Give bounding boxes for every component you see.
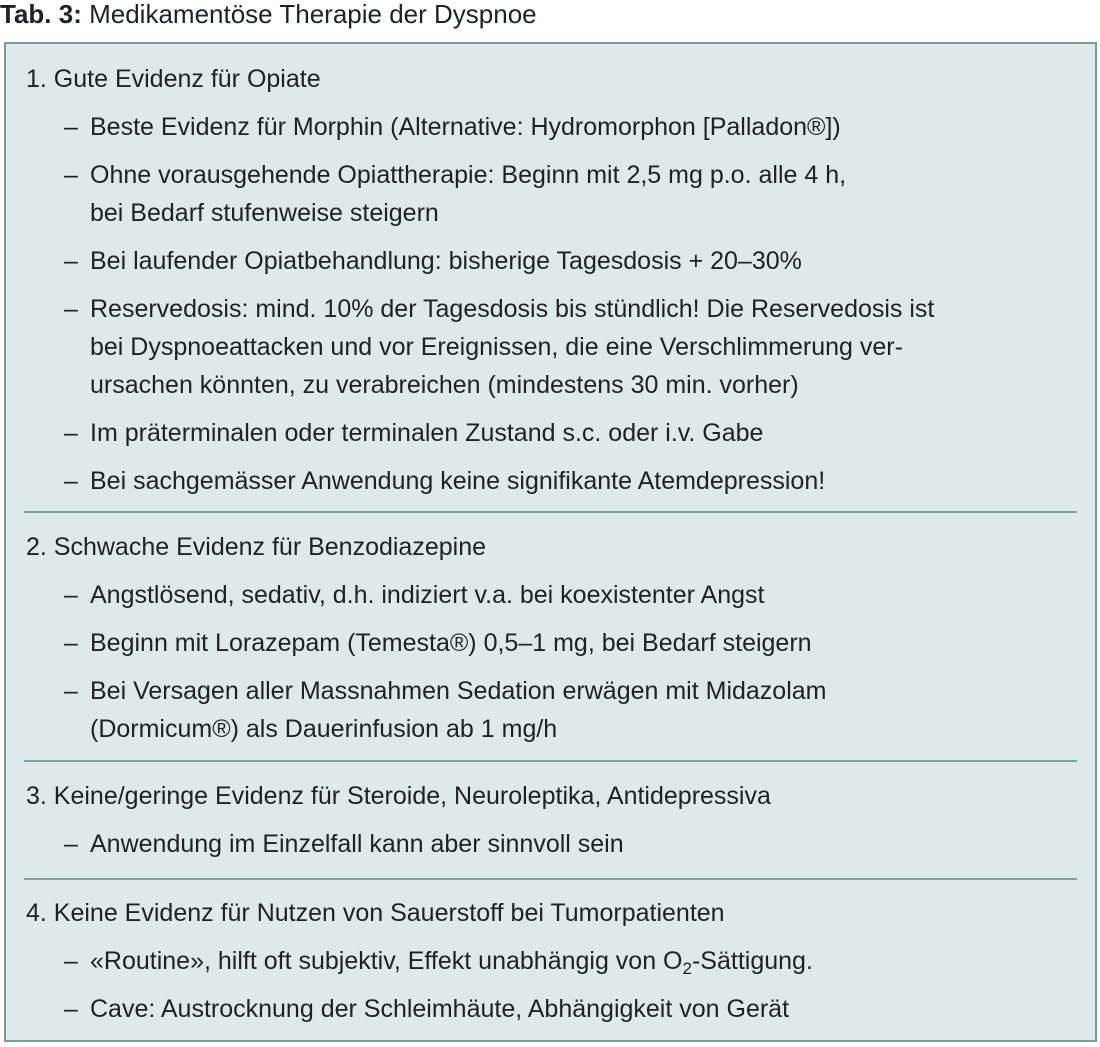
list-item: – «Routine», hilft oft subjektiv, Effekt unabhängig von $O_2$-Sättigung.	[64, 947, 813, 978]
section-heading-3: 3. Keine/geringe Evidenz für Steroide, Neuroleptika, Antidepressiva	[26, 782, 771, 810]
list-item-continuation: bei Bedarf stufenweise steigern	[90, 199, 439, 227]
therapy-table-box	[4, 42, 1097, 1042]
list-item: – Bei Versagen aller Massnahmen Sedation erwägen mit Midazolam	[64, 677, 827, 705]
section-heading-4: 4. Keine Evidenz für Nutzen von Sauerstoff bei Tumorpatienten	[26, 899, 725, 927]
list-item: – Reservedosis: mind. 10% der Tagesdosis bis stündlich! Die Reservedosis ist	[64, 295, 935, 323]
list-item: – Cave: Austrocknung der Schleimhäute, Abhängigkeit von Gerät	[64, 995, 790, 1023]
list-item: – Im präterminalen oder terminalen Zustand s.c. oder i.v. Gabe	[64, 419, 764, 447]
section-divider	[24, 878, 1077, 880]
caption-title: Medikamentöse Therapie der Dyspnoe	[89, 0, 537, 29]
oxygen-saturation-text: «Routine», hilft oft subjektiv, Effekt unabhängig von $O_2$-Sättigung.	[90, 947, 813, 978]
section-divider	[24, 511, 1077, 513]
list-item-continuation: (Dormicum®) als Dauerinfusion ab 1 mg/h	[90, 715, 558, 743]
list-item: – Bei sachgemässer Anwendung keine signifikante Atemdepression!	[64, 467, 826, 495]
list-item: – Ohne vorausgehende Opiattherapie: Beginn mit 2,5 mg p.o. alle 4 h,	[64, 161, 847, 189]
section-heading-2: 2. Schwache Evidenz für Benzodiazepine	[26, 533, 487, 561]
list-item: – Beginn mit Lorazepam (Temesta®) 0,5–1 mg, bei Bedarf steigern	[64, 629, 812, 657]
list-item: – Angstlösend, sedativ, d.h. indiziert v.a. bei koexistenter Angst	[64, 581, 765, 609]
list-item-continuation: ursachen könnten, zu verabreichen (mindestens 30 min. vorher)	[90, 371, 799, 399]
list-item: – Bei laufender Opiatbehandlung: bisherige Tagesdosis + 20–30%	[64, 247, 802, 275]
section-heading-1: 1. Gute Evidenz für Opiate	[26, 65, 321, 93]
section-divider	[24, 760, 1077, 762]
table-caption	[0, 0, 537, 34]
list-item: – Beste Evidenz für Morphin (Alternative: Hydromorphon [Palladon®])	[64, 113, 841, 141]
list-item-continuation: bei Dyspnoeattacken und vor Ereignissen, die eine Verschlimmerung ver-	[90, 333, 903, 361]
caption-label: Tab. 3:	[0, 0, 82, 29]
list-item: – Anwendung im Einzelfall kann aber sinnvoll sein	[64, 830, 624, 858]
